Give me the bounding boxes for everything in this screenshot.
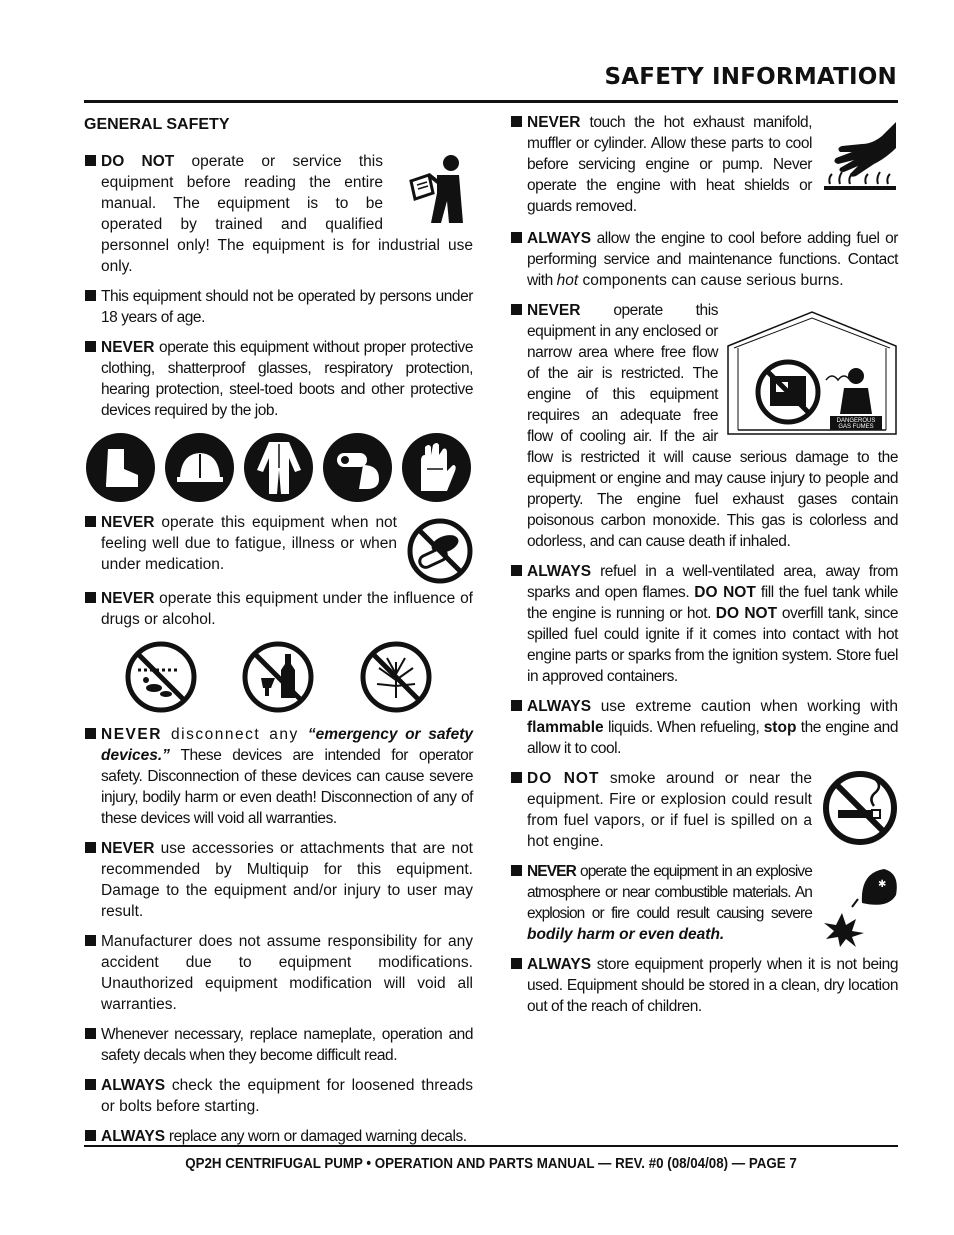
goggles-respirator-icon [323,433,392,502]
list-item: ALWAYS check the equipment for loosened threads or bolts before starting. [84,1075,473,1117]
header-rule [84,100,898,103]
no-marijuana-icon [359,640,433,714]
fumes-label: GAS FUMES [838,424,874,430]
list-item: NEVER disconnect any “emergency or safety devices.” These devices are intended for operator safety. Disconnection of these devices can cause severe injury, bodily harm or even death! Disconnection of any of these devices will void all warranties. [84,724,473,829]
page-title: SAFETY INFORMATION [604,64,897,90]
list-item: Manufacturer does not assume responsibility for any accident due to equipment modifications. Unauthorized equipment modification will void all warranties. [84,931,473,1015]
list-item: DO NOT smoke around or near the equipment. Fire or explosion could result from fuel vapors, or if fuel is spilled on a hot engine. [510,768,898,852]
left-column [84,112,473,1156]
svg-text:✱: ✱ [878,879,887,890]
list-item: ALWAYS refuel in a well-ventilated area, away from sparks and open flames. DO NOT fill the fuel tank while the engine is running or hot. DO NOT overfill tank, since spilled fuel could ignite if it comes into contact with hot engine parts or sparks from the ignition system. Store fuel in approved containers. [510,561,898,687]
list-item: ✱ NEVER operate the equipment in an explosive atmosphere or near combustible materials. An explosion or fire could result causing severe bodily harm or even death. [510,861,898,945]
operator-reading-manual-icon [393,153,473,223]
gloves-icon [402,433,471,502]
section-heading: GENERAL SAFETY [84,116,230,133]
list-item: NEVER operate this equipment without proper protective clothing, shatterproof glasses, respiratory protection, hearing protection, steel-toed boots and other protective devices required by the job. [84,337,473,421]
hot-surface-hand-icon [822,118,898,194]
list-item: DANGEROUS GAS FUMES NEVER operate this equipment in any enclosed or narrow area where free flow of the air is restricted. The engine of this equipment requires an adequate free flow of cooling air. If the air flow is restricted it will cause serious damage to the equipment or engine and may cause injury to people and property. The engine fuel exhaust gases contain poisonous carbon monoxide. This gas is colorless and odorless, and can cause death if inhaled. [510,300,898,552]
list-item: DO NOT operate or service this equipment before reading the entire manual. The equipment is to be operated by trained and qualified personnel only! The equipment is for industrial use only. [84,151,473,277]
list-item: NEVER operate this equipment under the influence of drugs or alcohol. [84,588,473,630]
right-column [510,112,898,1026]
list-item: NEVER use accessories or attachments that are not recommended by Multiquip for this equipment. Damage to the equipment and/or injury to user may result. [84,838,473,922]
coveralls-icon [244,433,313,502]
list-item: Whenever necessary, replace nameplate, operation and safety decals when they become difficult read. [84,1024,473,1066]
footer-rule [84,1145,898,1147]
explosion-icon [822,863,898,947]
no-smoking-icon [822,770,898,846]
enclosed-area-fumes-icon [726,310,898,438]
fumes-label: DANGEROUS [836,418,876,424]
list-item: ALWAYS use extreme caution when working with flammable liquids. When refueling, stop the engine and allow it to cool. [510,696,898,759]
list-item: NEVER operate this equipment when not feeling well due to fatigue, illness or when under medication. [84,512,473,575]
prohibition-icon-row [102,640,455,714]
list-item: ALWAYS allow the engine to cool before adding fuel or performing service and maintenance functions. Contact with hot components can cause serious burns. [510,228,898,291]
no-drugs-icon [124,640,198,714]
no-medication-icon [407,518,473,584]
hard-hat-icon [165,433,234,502]
list-item: This equipment should not be operated by persons under 18 years of age. [84,286,473,328]
list-item: ALWAYS store equipment properly when it is not being used. Equipment should be stored in a clean, dry location out of the reach of children. [510,954,898,1017]
list-item: ALWAYS replace any worn or damaged warning decals. [84,1126,473,1147]
page-footer: QP2H CENTRIFUGAL PUMP • OPERATION AND PARTS MANUAL — REV. #0 (08/04/08) — PAGE 7 [185,1156,797,1172]
safety-boot-icon [86,433,155,502]
ppe-icon-row [86,433,471,502]
list-item: NEVER touch the hot exhaust manifold, muffler or cylinder. Allow these parts to cool before servicing engine or pump. Never operate the engine with heat shields or guards removed. [510,112,898,217]
no-alcohol-icon [241,640,315,714]
